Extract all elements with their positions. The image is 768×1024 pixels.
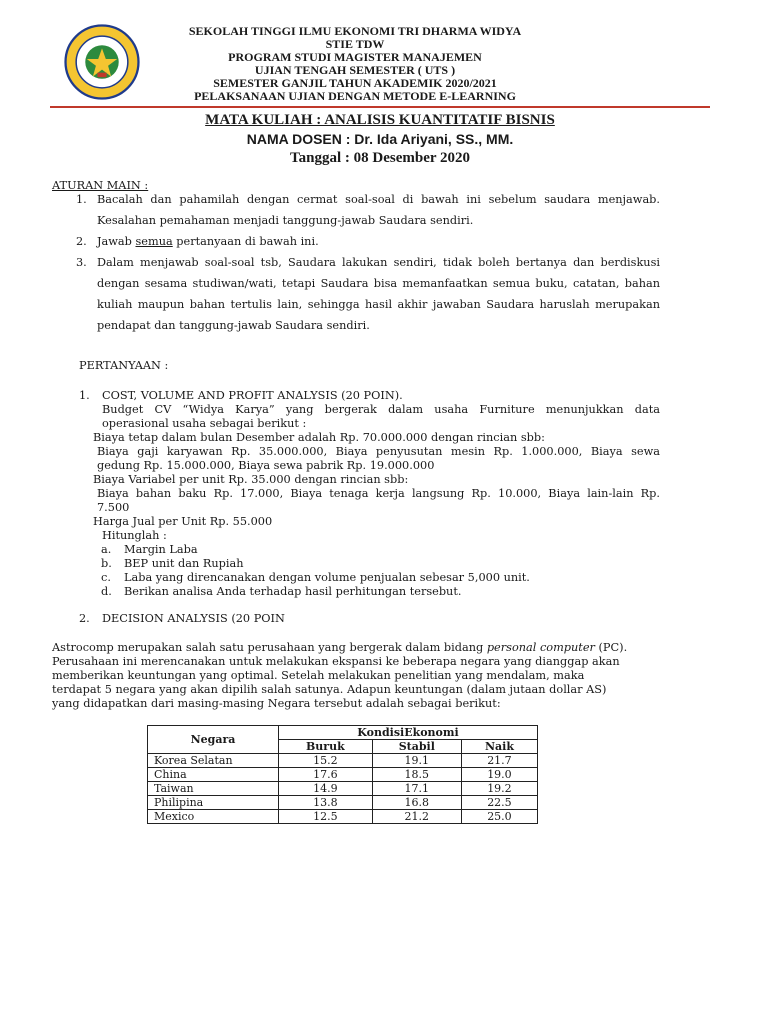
question-1-title: COST, VOLUME AND PROFIT ANALYSIS (20 POIN). <box>102 389 403 402</box>
q1-fixed-cost: Biaya tetap dalam bulan Desember adalah Rp. 70.000.000 dengan rincian sbb: <box>93 431 545 444</box>
header-line-2: STIE TDW <box>325 37 385 51</box>
table-cell: 13.8 <box>279 796 373 810</box>
course-title: MATA KULIAH : ANALISIS KUANTITATIF BISNIS <box>205 112 555 128</box>
task-label: a. <box>101 543 112 556</box>
table-cell: 19.2 <box>461 782 537 796</box>
task-label: d. <box>101 585 112 598</box>
q1-variable-detail-2: 7.500 <box>97 501 130 514</box>
q1-price: Harga Jual per Unit Rp. 55.000 <box>93 515 273 528</box>
table-cell-country: Mexico <box>148 810 279 824</box>
rule-number: 2. <box>76 235 87 248</box>
question-2-title: DECISION ANALYSIS (20 POIN <box>102 612 285 625</box>
question-number: 1. <box>79 389 90 402</box>
task-label: b. <box>101 557 112 570</box>
lecturer-name: NAMA DOSEN : Dr. Ida Ariyani, SS., MM. <box>246 131 514 147</box>
rule-3-line-4: pendapat dan tanggung-jawab Saudara sendiri. <box>97 319 370 332</box>
table-header-group: KondisiEkonomi <box>279 726 538 740</box>
table-cell: 17.6 <box>279 768 373 782</box>
table-cell: 12.5 <box>279 810 373 824</box>
rule-3-line-3: kuliah maupun bahan tertulis lain, sehingga hasil akhir jawaban Saudara haruslah merupakan <box>97 298 660 311</box>
table-subheader: Naik <box>461 740 537 754</box>
table-row <box>148 782 538 796</box>
questions-heading: PERTANYAAN : <box>79 359 169 372</box>
q1-compute: Hitunglah : <box>102 529 167 542</box>
question-number: 2. <box>79 612 90 625</box>
rule-3-line-2: dengan sesama studiwan/wati, tetapi Saudara bisa memanfaatkan semua buku, catatan, bahan <box>97 277 660 290</box>
rule-number: 1. <box>76 193 87 206</box>
rule-2-text: Jawab semua pertanyaan di bawah ini. <box>97 235 319 248</box>
header-line-6: PELAKSANAAN UJIAN DENGAN METODE E-LEARNING <box>194 89 516 103</box>
header-line-1: SEKOLAH TINGGI ILMU EKONOMI TRI DHARMA WIDYA <box>188 24 522 38</box>
table-cell-country: Korea Selatan <box>148 754 279 768</box>
rule-3-line-1: Dalam menjawab soal-soal tsb, Saudara lakukan sendiri, tidak boleh bertanya dan berdiskusi <box>97 256 660 269</box>
table-cell: 15.2 <box>279 754 373 768</box>
table-cell: 18.5 <box>372 768 461 782</box>
q1-fixed-detail-2: gedung Rp. 15.000.000, Biaya sewa pabrik Rp. 19.000.000 <box>97 459 435 472</box>
rule-1-line-2: Kesalahan pemahaman menjadi tanggung-jawab Saudara sendiri. <box>97 214 474 227</box>
table-cell: 16.8 <box>372 796 461 810</box>
task-text: BEP unit dan Rupiah <box>124 557 244 570</box>
q2-para-line-2: Perusahaan ini merencanakan untuk melakukan ekspansi ke beberapa negara yang dianggap akan <box>52 655 620 668</box>
table-row <box>148 796 538 810</box>
table-row <box>148 810 538 824</box>
task-text: Laba yang direncanakan dengan volume penjualan sebesar 5,000 unit. <box>124 571 530 584</box>
exam-date: Tanggal : 08 Desember 2020 <box>290 150 470 166</box>
task-text: Margin Laba <box>124 543 198 556</box>
table-cell: 21.2 <box>372 810 461 824</box>
q1-fixed-detail-1: Biaya gaji karyawan Rp. 35.000.000, Biaya penyusutan mesin Rp. 1.000.000, Biaya sewa <box>97 445 660 458</box>
q2-para-line-3: memberikan keuntungan yang optimal. Setelah melakukan penelitian yang mendalam, maka <box>52 669 585 682</box>
school-logo <box>64 24 140 100</box>
table-cell: 22.5 <box>461 796 537 810</box>
table-cell: 25.0 <box>461 810 537 824</box>
header-divider <box>50 106 710 108</box>
header-line-5: SEMESTER GANJIL TAHUN AKADEMIK 2020/2021 <box>213 76 497 90</box>
table-subheader: Stabil <box>372 740 461 754</box>
q2-para-line-4: terdapat 5 negara yang akan dipilih salah satunya. Adapun keuntungan (dalam jutaan dollar AS) <box>52 683 607 696</box>
header-line-3: PROGRAM STUDI MAGISTER MANAJEMEN <box>228 50 482 64</box>
table-cell: 17.1 <box>372 782 461 796</box>
table-row <box>148 754 538 768</box>
q2-para-line-5: yang didapatkan dari masing-masing Negara tersebut adalah sebagai berikut: <box>52 697 501 710</box>
table-cell: 14.9 <box>279 782 373 796</box>
task-text: Berikan analisa Anda terhadap hasil perhitungan tersebut. <box>124 585 462 598</box>
q2-para-line-1: Astrocomp merupakan salah satu perusahaan yang bergerak dalam bidang personal computer (PC). <box>52 641 628 654</box>
table-subheader: Buruk <box>279 740 373 754</box>
q1-intro-line-1: Budget CV “Widya Karya” yang bergerak dalam usaha Furniture menunjukkan data <box>102 403 660 416</box>
table-cell-country: China <box>148 768 279 782</box>
rule-number: 3. <box>76 256 87 269</box>
profit-table <box>147 725 538 824</box>
table-header-negara: Negara <box>148 726 279 754</box>
table-cell-country: Taiwan <box>148 782 279 796</box>
table-cell: 19.1 <box>372 754 461 768</box>
rule-1-line-1: Bacalah dan pahamilah dengan cermat soal-soal di bawah ini sebelum saudara menjawab. <box>97 193 660 206</box>
q1-variable-detail-1: Biaya bahan baku Rp. 17.000, Biaya tenaga kerja langsung Rp. 10.000, Biaya lain-lain Rp. <box>97 487 660 500</box>
rules-heading: ATURAN MAIN : <box>52 179 149 192</box>
table-cell: 19.0 <box>461 768 537 782</box>
table-row <box>148 768 538 782</box>
q1-variable-cost: Biaya Variabel per unit Rp. 35.000 dengan rincian sbb: <box>93 473 409 486</box>
header-line-4: UJIAN TENGAH SEMESTER ( UTS ) <box>254 63 456 77</box>
task-label: c. <box>101 571 111 584</box>
table-cell: 21.7 <box>461 754 537 768</box>
q1-intro-line-2: operasional usaha sebagai berikut : <box>102 417 307 430</box>
table-cell-country: Philipina <box>148 796 279 810</box>
